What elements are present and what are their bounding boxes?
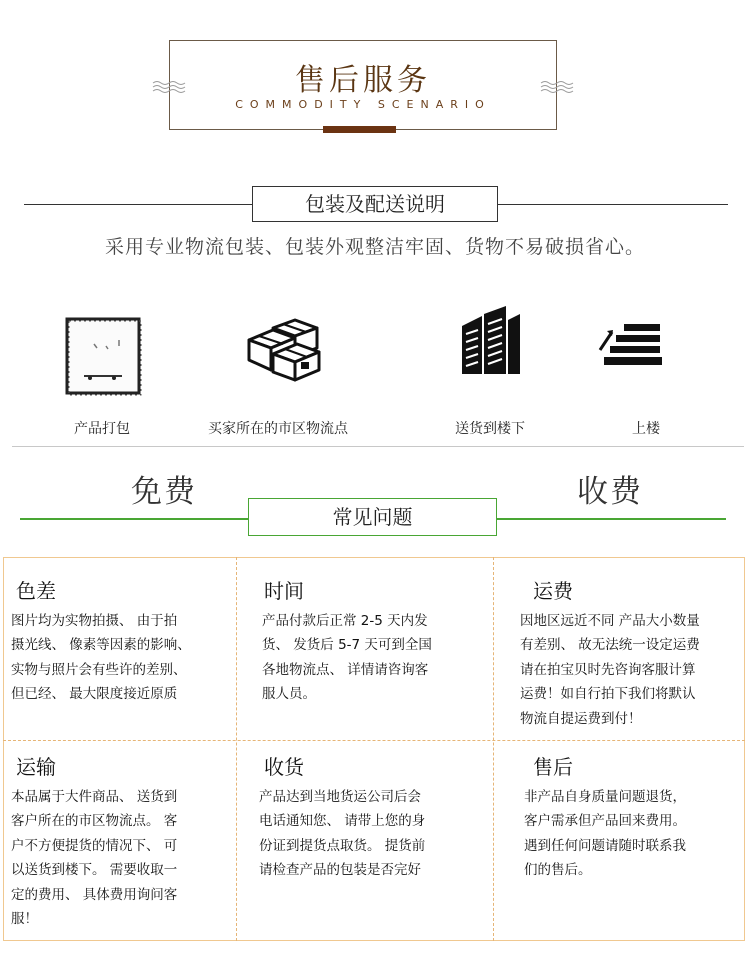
title-underline: [323, 126, 396, 133]
boxes-icon: [243, 318, 323, 382]
faq-text-after-sales: 非产品自身质量问题退货， 客户需承但产品回来费用。 遇到任何问题请随时联系我 们的售后。: [524, 789, 686, 879]
faq-title-after-sales: 售后: [533, 755, 573, 779]
faq-title-time: 时间: [264, 579, 304, 603]
building-icon: [458, 304, 522, 376]
stairs-icon: [598, 322, 666, 368]
grid-divider-v1: [236, 557, 237, 941]
faq-text-color-diff: 图片均为实物拍摄、 由于拍 摄光线、 像素等因素的影响、 实物与照片会有些许的差别、 但已经、 最大限度接近原质: [11, 613, 191, 703]
package-icon: [64, 316, 142, 396]
divider-line: [12, 446, 744, 447]
faq-title-color-diff: 色差: [16, 579, 56, 603]
page-subtitle: COMMODITY SCENARIO: [235, 98, 491, 111]
packaging-description: 采用专业物流包装、包装外观整洁牢固、货物不易破损省心。: [104, 236, 645, 258]
faq-text-shipping-fee: 因地区远近不同 产品大小数量 有差别、 故无法统一设定运费 请在拍宝贝时先咨询客服计算 运费！如自行拍下我们将默认 物流自提运费到付！: [520, 613, 700, 727]
grid-divider-v2: [493, 557, 494, 941]
section-title-faq: 常见问题: [248, 498, 497, 536]
charge-label: 收费: [577, 474, 643, 510]
faq-text-time: 产品付款后正常 2-5 天内发 货、 发货后 5-7 天可到全国 各地物流点、 详情请咨询客 服人员。: [262, 613, 432, 703]
faq-text-receiving: 产品达到当地货运公司后会 电话通知您、 请带上您的身 份证到提货点取货。 提货前 请检查产品的包装是否完好: [259, 789, 426, 879]
faq-title-shipping-fee: 运费: [533, 579, 573, 603]
logistics-point-label: 买家所在的市区物流点: [208, 421, 348, 437]
faq-title-receiving: 收货: [264, 755, 304, 779]
page-title: 售后服务: [295, 63, 431, 98]
package-label: 产品打包: [74, 421, 130, 437]
faq-text-transport: 本品属于大件商品、 送货到 客户所在的市区物流点。 客 户不方便提货的情况下、 可 以送货到楼下。 需要收取一 定的费用、 具体费用询问客 服！: [11, 789, 178, 928]
section-title-packaging: 包装及配送说明: [252, 186, 498, 222]
free-label: 免费: [131, 474, 197, 510]
upstairs-label: 上楼: [632, 421, 660, 437]
grid-divider-h: [3, 740, 745, 741]
deliver-downstairs-label: 送货到楼下: [455, 421, 525, 437]
faq-title-transport: 运输: [16, 755, 56, 779]
